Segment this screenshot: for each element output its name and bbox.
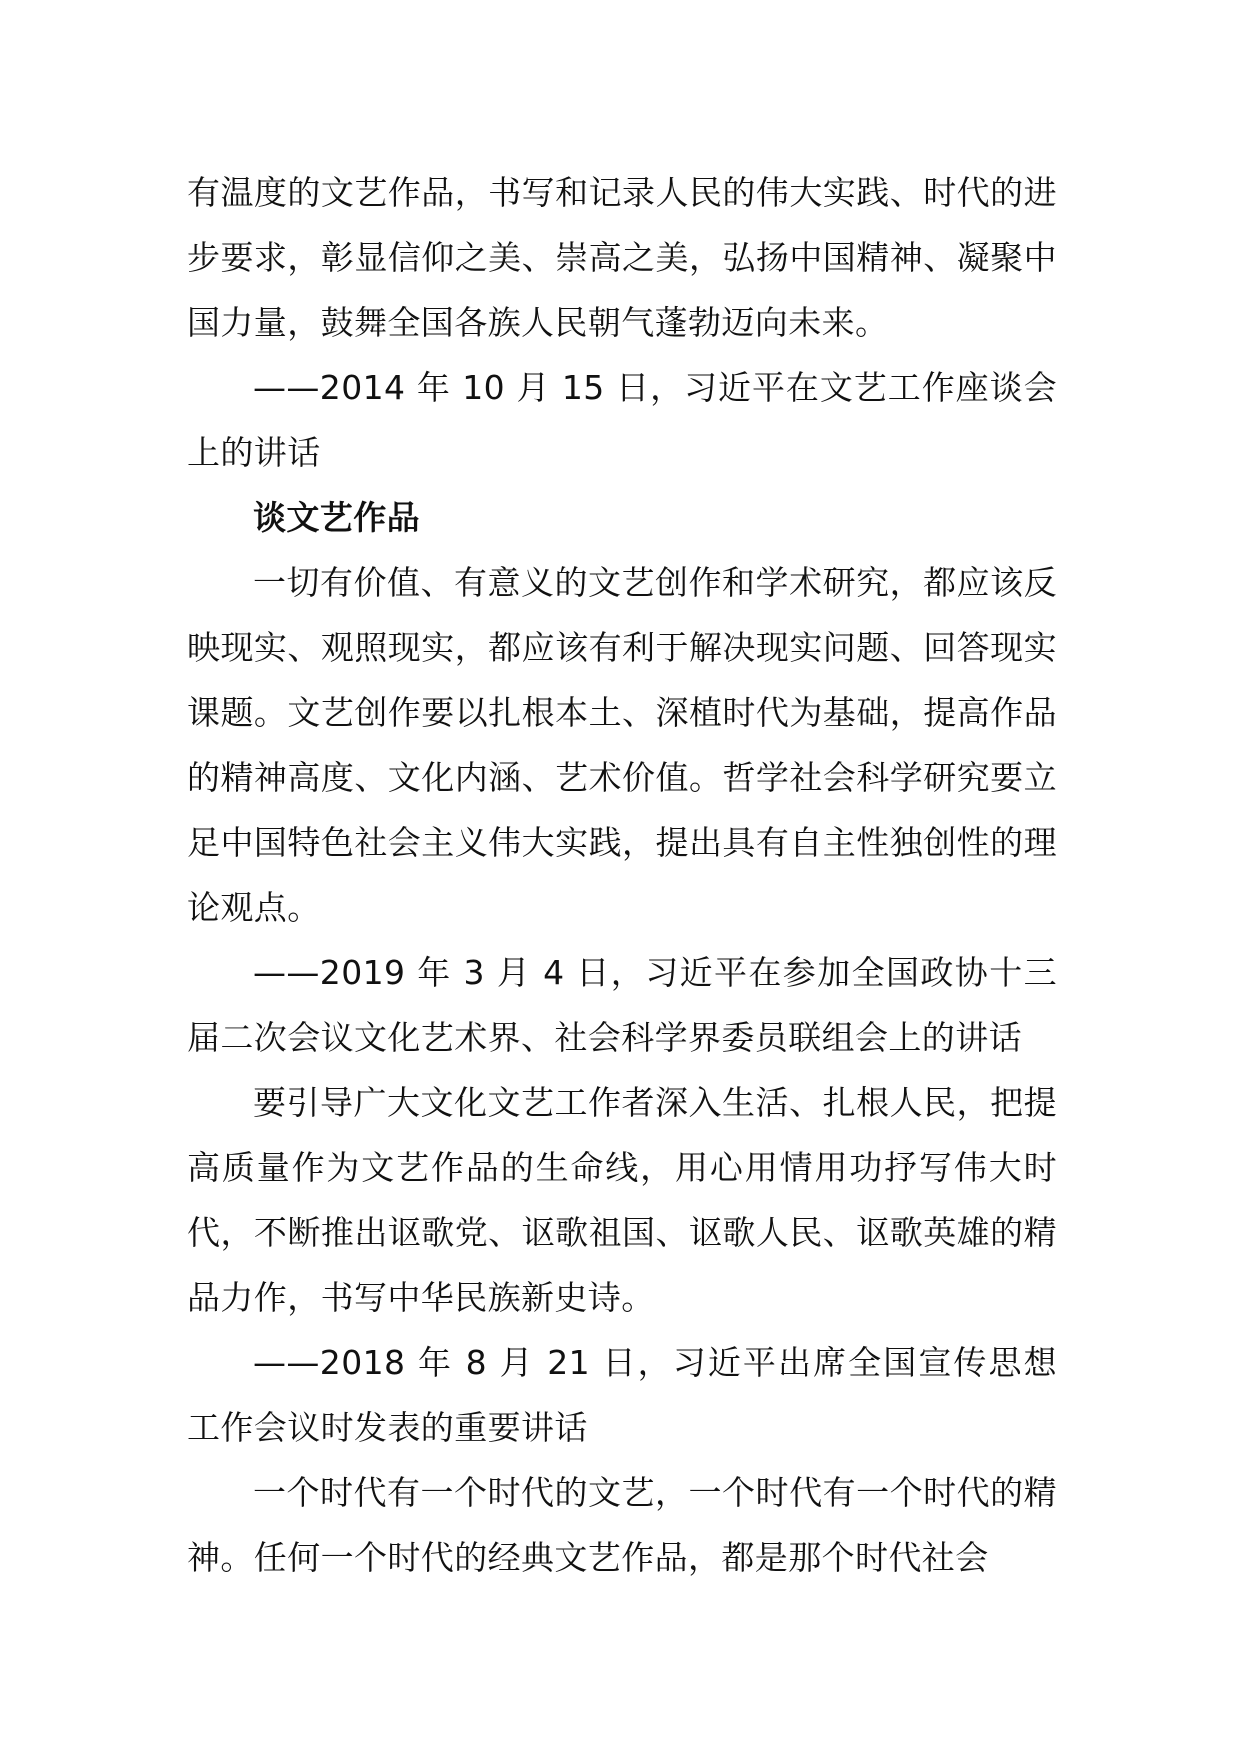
body-paragraph: 一切有价值、有意义的文艺创作和学术研究，都应该反映现实、观照现实，都应该有利于解决现实问题、回答现实课题。文艺创作要以扎根本土、深植时代为基础，提高作品的精神高度、文化内涵、艺术价值。哲学社会科学研究要立足中国特色社会主义伟大实践，提出具有自主性独创性的理论观点。 [187, 563, 1057, 927]
source-citation: ——2018 年 8 月 21 日，习近平出席全国宣传思想工作会议时发表的重要讲话 [187, 1343, 1057, 1447]
body-paragraph: 一个时代有一个时代的文艺，一个时代有一个时代的精神。任何一个时代的经典文艺作品，都是那个时代社会 [187, 1473, 1057, 1577]
section-heading: 谈文艺作品 [253, 498, 420, 537]
source-citation: ——2014 年 10 月 15 日，习近平在文艺工作座谈会上的讲话 [187, 368, 1057, 472]
body-paragraph: 有温度的文艺作品，书写和记录人民的伟大实践、时代的进步要求，彰显信仰之美、崇高之美，弘扬中国精神、凝聚中国力量，鼓舞全国各族人民朝气蓬勃迈向未来。 [187, 173, 1057, 342]
source-citation: ——2019 年 3 月 4 日，习近平在参加全国政协十三届二次会议文化艺术界、社会科学界委员联组会上的讲话 [187, 953, 1057, 1057]
body-paragraph: 要引导广大文化文艺工作者深入生活、扎根人民，把提高质量作为文艺作品的生命线，用心用情用功抒写伟大时代，不断推出讴歌党、讴歌祖国、讴歌人民、讴歌英雄的精品力作，书写中华民族新史诗。 [187, 1083, 1057, 1317]
document-page [187, 160, 1057, 1590]
